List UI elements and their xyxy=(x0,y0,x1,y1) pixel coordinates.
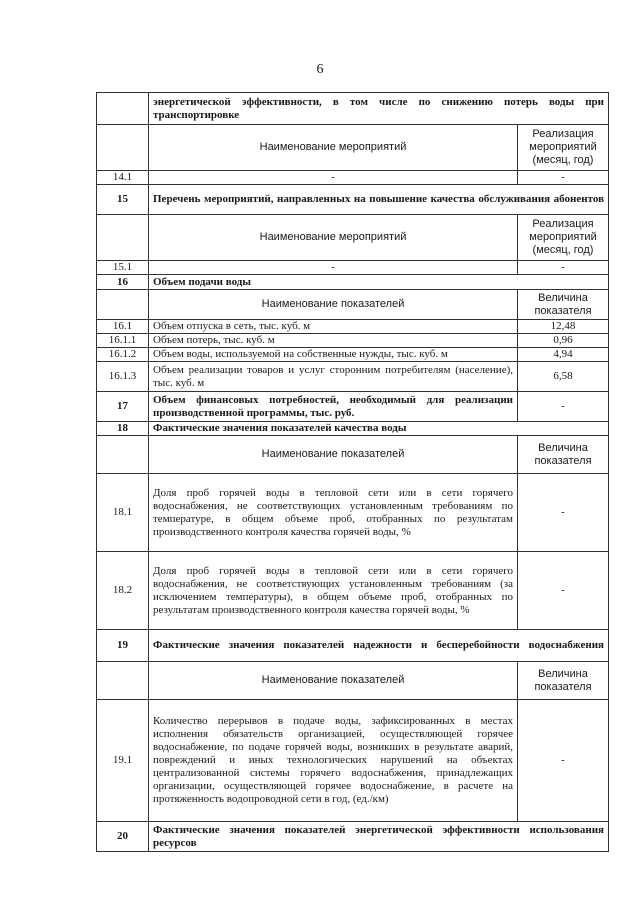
table-row xyxy=(97,185,609,215)
table-row xyxy=(97,474,609,552)
table-row xyxy=(97,93,609,125)
section-number: 19 xyxy=(97,630,149,662)
section-number-cell xyxy=(97,93,149,125)
column-header-measures: Наименование мероприятий xyxy=(149,215,518,261)
row-number: 15.1 xyxy=(97,261,149,275)
table-row xyxy=(97,290,609,320)
row-number: 19.1 xyxy=(97,700,149,822)
row-name: Доля проб горячей воды в тепловой сети или в сети горячего водоснабжения, не соответствующих установленным требованиям (за исключением температуры), в общем объеме проб, отобранных по результатам производственного контроля качества горячей воды, % xyxy=(149,552,518,630)
section-number: 15 xyxy=(97,185,149,215)
row-number: 18.1 xyxy=(97,474,149,552)
table-row xyxy=(97,171,609,185)
column-header-measures: Наименование мероприятий xyxy=(149,125,518,171)
section-heading-17: Объем финансовых потребностей, необходимый для реализации производственной программы, тыс. руб. xyxy=(149,392,518,422)
column-header-implementation: Реализация мероприятий (месяц, год) xyxy=(518,215,609,261)
section-number: 18 xyxy=(97,422,149,436)
row-name: Объем потерь, тыс. куб. м xyxy=(149,334,518,348)
empty-cell xyxy=(97,436,149,474)
table-row xyxy=(97,422,609,436)
row-name: Объем отпуска в сеть, тыс. куб. м xyxy=(149,320,518,334)
page-number: 6 xyxy=(316,62,324,77)
table-row xyxy=(97,630,609,662)
column-header-value: Величина показателя xyxy=(518,662,609,700)
table-row xyxy=(97,275,609,290)
row-number: 16.1.3 xyxy=(97,362,149,392)
row-value: 4,94 xyxy=(518,348,609,362)
row-number: 16.1.1 xyxy=(97,334,149,348)
row-number: 18.2 xyxy=(97,552,149,630)
column-header-indicators: Наименование показателей xyxy=(149,290,518,320)
program-table xyxy=(96,92,609,852)
column-header-value: Величина показателя xyxy=(518,290,609,320)
row-name: Объем воды, используемой на собственные нужды, тыс. куб. м xyxy=(149,348,518,362)
row-value: 6,58 xyxy=(518,362,609,392)
section-number: 16 xyxy=(97,275,149,290)
table-row xyxy=(97,662,609,700)
row-value: - xyxy=(518,261,609,275)
section-heading-20: Фактические значения показателей энергетической эффективности использования ресурсов xyxy=(149,822,609,852)
table-row xyxy=(97,348,609,362)
section-heading-16: Объем подачи воды xyxy=(149,275,609,290)
section-heading-15: Перечень мероприятий, направленных на повышение качества обслуживания абонентов xyxy=(149,185,609,215)
row-number: 14.1 xyxy=(97,171,149,185)
row-number: 16.1.2 xyxy=(97,348,149,362)
row-value: - xyxy=(518,552,609,630)
row-value: - xyxy=(518,474,609,552)
table-row xyxy=(97,362,609,392)
table-row xyxy=(97,125,609,171)
row-name: Доля проб горячей воды в тепловой сети или в сети горячего водоснабжения, не соответствующих установленным требованиям по температуре, в общем объеме проб, отобранных по результатам производственного контроля качества горячей воды, % xyxy=(149,474,518,552)
row-name: - xyxy=(149,261,518,275)
section-heading-18: Фактические значения показателей качества воды xyxy=(149,422,609,436)
row-value: - xyxy=(518,392,609,422)
empty-cell xyxy=(97,125,149,171)
row-name: Объем реализации товаров и услуг сторонним потребителям (население), тыс. куб. м xyxy=(149,362,518,392)
empty-cell xyxy=(97,290,149,320)
table-row xyxy=(97,215,609,261)
section-number: 17 xyxy=(97,392,149,422)
section-heading-14: энергетической эффективности, в том числе по снижению потерь воды при транспортировке xyxy=(149,93,609,125)
table-row xyxy=(97,261,609,275)
row-name: Количество перерывов в подаче воды, зафиксированных в местах исполнения обязательств организацией, осуществляющей горячее водоснабжение, по подаче горячей воды, возникших в результате аварий, повреждений и иных технологических нарушений на объектах централизованной системы горячего водоснабжения, принадлежащих организации, осуществляющей горячее водоснабжение, в расчете на протяженность водопроводной сети в год, (ед./км) xyxy=(149,700,518,822)
row-value: - xyxy=(518,700,609,822)
column-header-value: Величина показателя xyxy=(518,436,609,474)
row-name: - xyxy=(149,171,518,185)
row-value: 0,96 xyxy=(518,334,609,348)
row-number: 16.1 xyxy=(97,320,149,334)
row-value: 12,48 xyxy=(518,320,609,334)
table-row xyxy=(97,822,609,852)
table-row xyxy=(97,436,609,474)
table-row xyxy=(97,700,609,822)
table-row xyxy=(97,552,609,630)
empty-cell xyxy=(97,662,149,700)
column-header-implementation: Реализация мероприятий (месяц, год) xyxy=(518,125,609,171)
table-row xyxy=(97,392,609,422)
section-heading-19: Фактические значения показателей надежности и бесперебойности водоснабжения xyxy=(149,630,609,662)
section-number: 20 xyxy=(97,822,149,852)
table-row xyxy=(97,320,609,334)
column-header-indicators: Наименование показателей xyxy=(149,436,518,474)
table-row xyxy=(97,334,609,348)
column-header-indicators: Наименование показателей xyxy=(149,662,518,700)
row-value: - xyxy=(518,171,609,185)
empty-cell xyxy=(97,215,149,261)
